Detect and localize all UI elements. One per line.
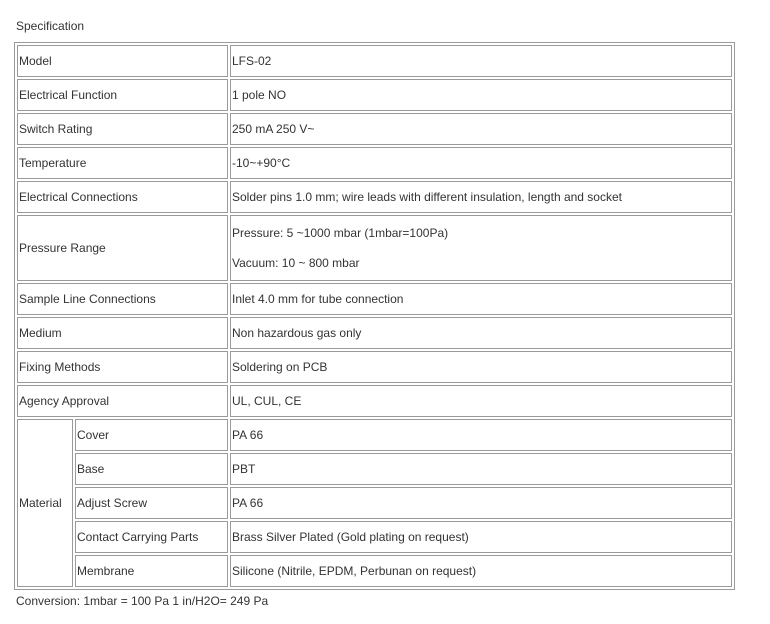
table-row-electrical-connections xyxy=(17,181,732,213)
table-row-material-membrane xyxy=(17,555,732,587)
material-part: Contact Carrying Parts xyxy=(75,521,228,553)
row-value: Non hazardous gas only xyxy=(230,317,732,349)
row-value: Solder pins 1.0 mm; wire leads with different insulation, length and socket xyxy=(230,181,732,213)
row-label: Temperature xyxy=(17,147,228,179)
row-value: Soldering on PCB xyxy=(230,351,732,383)
row-value: Inlet 4.0 mm for tube connection xyxy=(230,283,732,315)
row-label: Agency Approval xyxy=(17,385,228,417)
table-row-material-base xyxy=(17,453,732,485)
page-heading: Specification xyxy=(16,19,85,33)
material-value: PA 66 xyxy=(230,419,732,451)
row-value: UL, CUL, CE xyxy=(230,385,732,417)
material-value: Brass Silver Plated (Gold plating on request) xyxy=(230,521,732,553)
row-value: LFS-02 xyxy=(230,45,732,77)
table-row-sample-line-connections xyxy=(17,283,732,315)
material-part: Adjust Screw xyxy=(75,487,228,519)
table-row-material-contact-parts xyxy=(17,521,732,553)
row-value xyxy=(230,215,732,281)
table-row-pressure-range xyxy=(17,215,732,281)
table-row-temperature xyxy=(17,147,732,179)
material-part: Cover xyxy=(75,419,228,451)
material-value: PBT xyxy=(230,453,732,485)
row-label: Switch Rating xyxy=(17,113,228,145)
material-part: Base xyxy=(75,453,228,485)
row-label: Electrical Connections xyxy=(17,181,228,213)
conversion-note: Conversion: 1mbar = 100 Pa 1 in/H2O= 249 Pa xyxy=(16,594,269,608)
table-row-medium xyxy=(17,317,732,349)
row-label: Medium xyxy=(17,317,228,349)
table-row-model xyxy=(17,45,732,77)
material-label: Material xyxy=(17,419,73,587)
table-row-electrical-function xyxy=(17,79,732,111)
table-row-material-cover xyxy=(17,419,732,451)
row-label: Model xyxy=(17,45,228,77)
row-label: Sample Line Connections xyxy=(17,283,228,315)
row-label: Electrical Function xyxy=(17,79,228,111)
table-row-material-adjust-screw xyxy=(17,487,732,519)
table-row-switch-rating xyxy=(17,113,732,145)
pressure-line: Pressure: 5 ~1000 mbar (1mbar=100Pa) xyxy=(232,225,449,240)
row-label: Fixing Methods xyxy=(17,351,228,383)
row-value: 250 mA 250 V~ xyxy=(230,113,732,145)
material-value: Silicone (Nitrile, EPDM, Perbunan on request) xyxy=(230,555,732,587)
row-value: 1 pole NO xyxy=(230,79,732,111)
table-row-fixing-methods xyxy=(17,351,732,383)
vacuum-line: Vacuum: 10 ~ 800 mbar xyxy=(232,255,360,270)
row-label: Pressure Range xyxy=(17,215,228,281)
material-value: PA 66 xyxy=(230,487,732,519)
material-part: Membrane xyxy=(75,555,228,587)
table-row-agency-approval xyxy=(17,385,732,417)
row-value: -10~+90°C xyxy=(230,147,732,179)
specification-table xyxy=(14,42,735,590)
